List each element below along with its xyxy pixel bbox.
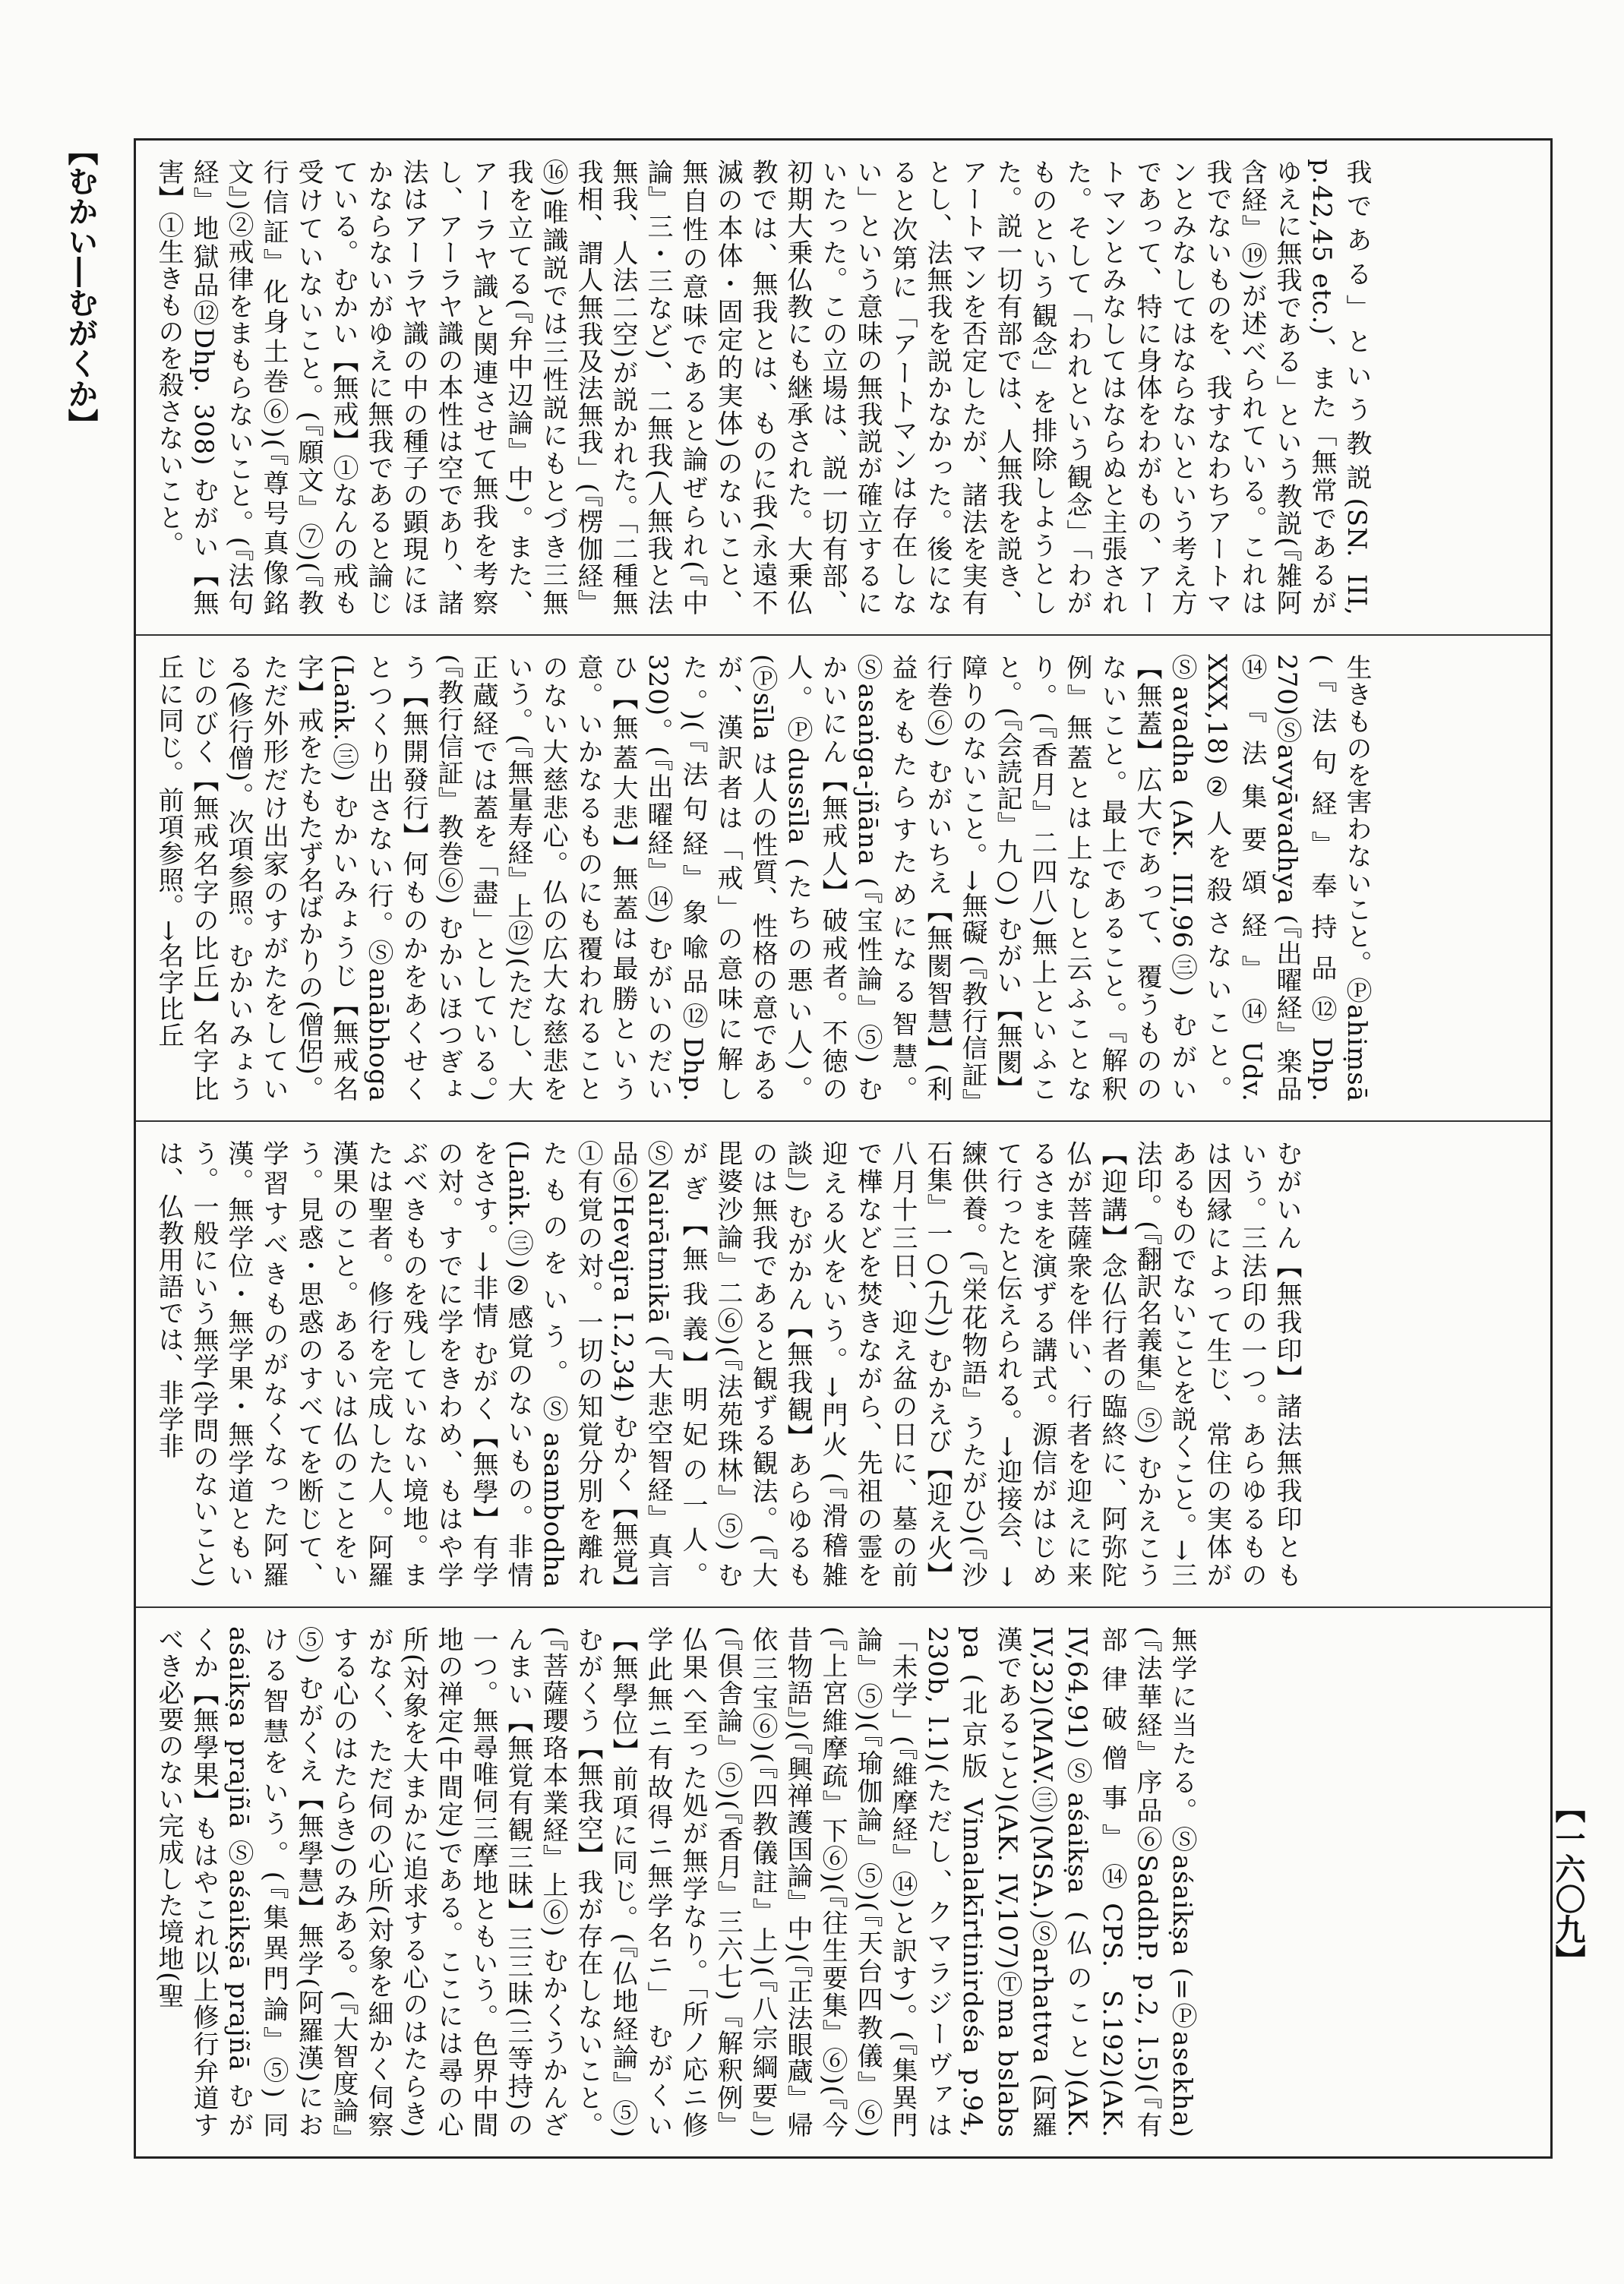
running-head: 【むかい―むがくか】: [63, 135, 99, 439]
tier-2-text: 生きものを害わないこと。Ⓟahiṃsā (『法句経』奉持品⑫Dhp. 270)Ⓢavyāvadhya (『出曜経』楽品⑭『法集要頌経』⑭Udv. XXX,18)②人を殺さないこと。Ⓢavadha (AK. III,96㊂) むがい【無蓋】広大であって、覆うもののないこと。最上であること。『解釈例』無蓋とは上なしと云ふことなり。(『香月』二四八)無上といふこと。(『会読記』九○) むがい【無閡】障りのないこと。→無礙 (『教行信証』行巻⑥) むがいちえ【無閡智慧】(利益をもたらすためになる智慧。Ⓢasaṅga-jñāna (『宝性論』⑤) むかいにん【無戒人】破戒者。不徳の人。Ⓟdussīla (たちの悪い人)。(Ⓟsīla は人の性質、性格の意であるが、漢訳者は「戒」の意味に解した。)(『法句経』象喩品⑫Dhp. 320)。(『出曜経』⑭) むがいのだいひ【無蓋大悲】無蓋は最勝という意。いかなるものにも覆われることのない大慈悲心。仏の広大な慈悲をいう。(『無量寿経』上⑫)(ただし、大正蔵経では蓋を「盡」としている。)(『教行信証』教巻⑥) むかいほつぎょう【無開發行】何ものかをあくせくとつくり出さない行。Ⓢanābhoga (Laṅk.㊂) むかいみょうじ【無戒名字】戒をたもたず名ばかりの(僧侶)。ただ外形だけ出家のすがたをしている(修行僧)。次項参照。むかいみょうじのびく【無戒名字の比丘】名字比丘に同じ。前項参照。→名字比丘: [153, 654, 1372, 1102]
page-number: 【一六〇九】: [1550, 1793, 1586, 1975]
tier-3-text: むがいん【無我印】諸法無我印ともいう。三法印の一つ。あらゆるものは因縁によって生じ、常住の実体があるものでないことを説くこと。→三法印。(『翻訳名義集』⑤) むかえこう【迎講】念仏行者の臨終に、阿弥陀仏が菩薩衆を伴い、行者を迎えに来るさまを演ずる講式。源信がはじめて行ったと伝えられる。→迎接会、→練供養。(『栄花物語』うたがひ)(『沙石集』一○(九)) むかえび【迎え火】八月十三日、迎え盆の日に、墓の前で樺などを焚きながら、先祖の霊を迎える火をいう。→門火 (『滑稽雑談』) むがかん【無我観】あらゆるものは無我であると観ずる観法。(『大毘婆沙論』二⑥)(『法苑珠林』⑤) むがぎ【無我義】明妃の一人。ⓈNairātmikā (『大悲空智経』真言品⑥Hevajra I.2,34) むかく【無覚】①有覚の対。一切の知覚分別を離れたものをいう。Ⓢasambodha (Laṅk.㊂)②感覚のないもの。非情をさす。→非情 むがく【無學】有学の対。すでに学をきわめ、もはや学ぶべきものを残していない境地。または聖者。修行を完成した人。阿羅漢果のこと。あるいは仏のことをいう。見惑・思惑のすべてを断じて、学習すべきものがなくなった阿羅漢。無学位・無学果・無学道ともいう。一般にいう無学(学問のないこと)は、仏教用語では、非学非: [153, 1140, 1302, 1588]
text-tier-1: [136, 141, 1550, 634]
tier-1-text: 我である」という教説(SN. III, p.42,45 etc.)、また「無常であるがゆえに無我である」という教説(『雑阿含経』⑲)が述べられている。これは我でないものを、我すなわちアートマンとみなしてはならないという考え方であって、特に身体をわがもの、アートマンとみなしてはならぬと主張された。そして「われという観念」「わがものという観念」を排除しようとした。説一切有部では、人無我を説き、アートマンを否定したが、諸法を実有とし、法無我を説かなかった。後になると次第に「アートマンは存在しない」という意味の無我説が確立するにいたった。この立場は、説一切有部、初期大乗仏教にも継承された。大乗仏教では、無我とは、ものに我(永遠不滅の本体・固定的実体)のないこと、無自性の意味であると論ぜられ(『中論』三・三など)、二無我(人無我と法無我、人法二空)が説かれた。「二種無我相、謂人無我及法無我」(『楞伽経』⑯)唯識説では三性説にもとづき三無我を立てる(『弁中辺論』中)。また、アーラヤ識と関連させて無我を考察し、アーラヤ識の本性は空であり、諸法はアーラヤ識の中の種子の顕現にほかならないがゆえに無我であると論じている。むかい【無戒】①なんの戒も受けていないこと。(『願文』⑦)(『教行信証』化身土巻⑥)(『尊号真像銘文』)②戒律をまもらないこと。(『法句経』地獄品⑫Dhp. 308) むがい【無害】①生きものを殺さないこと。: [153, 159, 1372, 616]
text-tier-3: [136, 1122, 1550, 1606]
tier-4-text: 無学に当たる。Ⓢaśaikṣa (=Ⓟasekha)(『法華経』序品⑥SaddhP. p.2, l.5)(『有部律破僧事』⑭CPS. S.192)(AK. IV,64,91)Ⓢaśaikṣa (仏のこと)(AK. IV,32)(MAV.㊂)(MSA.)Ⓢarhattva (阿羅漢であること)(AK. IV,107)Ⓣma bslabs pa (北京版 Vimalakīrtinirdeśa p.94, 230b, l.1)(ただし、クマラジーヴァは「未学」(『維摩経』⑭)と訳す)。(『集異門論』⑤)(『瑜伽論』⑤)(『天台四教儀』⑥)(『上宮維摩疏』下⑥)(『往生要集』⑥)(『今昔物語』)(『興禅護国論』中)(『正法眼蔵』帰依三宝⑥)(『四教儀註』上)(『八宗綱要』)(『倶舎論』⑤)(『香月』三六七)『解釈例』仏果へ至った処が無学なり。「所ノ応ニ修学此無ニ有故得ニ無学名ニ」 むがくい【無學位】前項に同じ。(『仏地経論』⑤) むがくう【無我空】我が存在しないこと。(『菩薩瓔珞本業経』上⑥) むかくうかんざんまい【無覚有観三昧】三三昧(三等持)の一つ。無尋唯伺三摩地ともいう。色界中間地の禅定(中間定)である。ここには尋の心所(対象を大まかに追求する心のはたらき)がなく、ただ伺の心所(対象を細かく伺察する心のはたらき)のみある。(『大智度論』⑤) むがくえ【無學慧】無学(阿羅漢)における智慧をいう。(『集異門論』⑤) 同aśaikṣa prajñā Ⓢaśaikṣā prajñā むがくか【無學果】もはやこれ以上修行弁道すべき必要のない完成した境地(聖: [153, 1626, 1197, 2138]
text-tier-2: [136, 636, 1550, 1120]
page-frame: [134, 138, 1553, 2159]
text-tier-4: [136, 1608, 1550, 2156]
